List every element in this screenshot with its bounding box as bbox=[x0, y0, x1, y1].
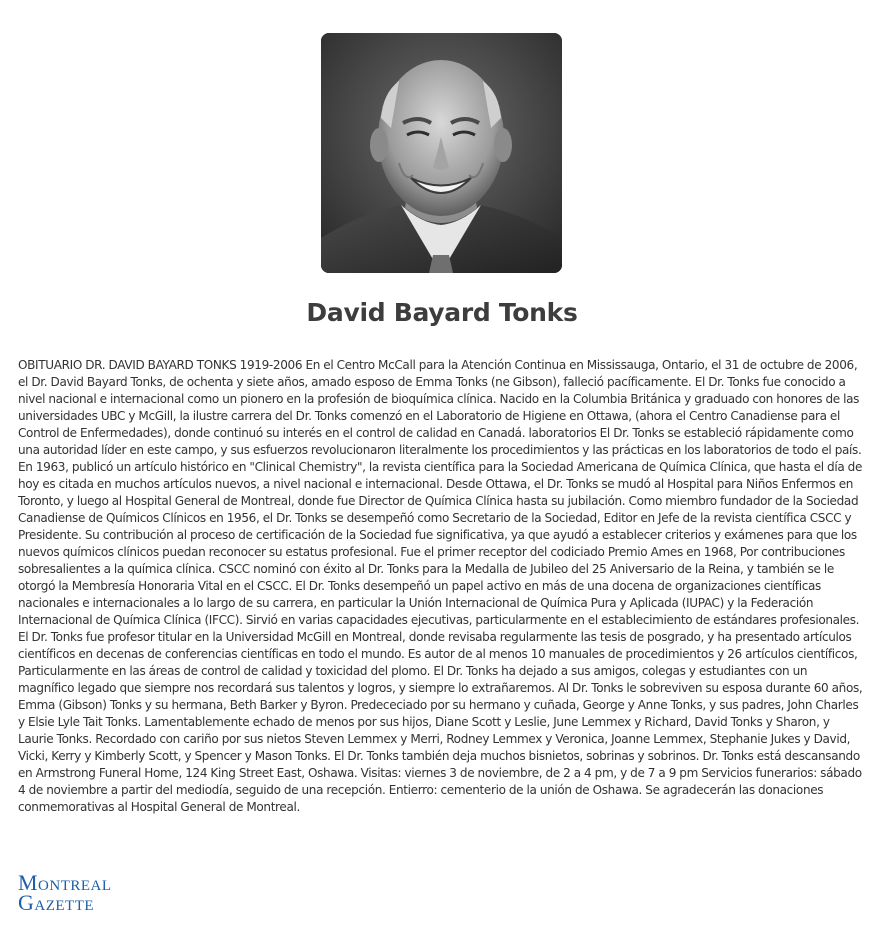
portrait-photo bbox=[321, 33, 562, 273]
obituary-text: OBITUARIO DR. DAVID BAYARD TONKS 1919-2006 En el Centro McCall para la Atención Continua en Mississauga, Ontario, el 31 de octubre de 2006, el Dr. David Bayard Tonks, de ochenta y siete años, amado esposo de Emma Tonks (ne Gibson), falleció pacíficamente. El Dr. Tonks fue conocido a nivel nacional e internacional como un pionero en la profesión de bioquímica clínica. Nacido en la Columbia Británica y graduado con honores de las universidades UBC y McGill, la ilustre carrera del Dr. Tonks comenzó en el Laboratorio de Higiene en Ottawa, (ahora el Centro Canadiense para el Control de Enfermedades), donde continuó su interés en el control de calidad en Canadá. laboratorios El Dr. Tonks se estableció rápidamente como una autoridad líder en este campo, y sus esfuerzos revolucionaron literalmente los procedimientos y las prácticas en los laboratorios de todo el país. En 1963, publicó un artículo histórico en "Clinical Chemistry", la revista científica para la Sociedad Americana de Química Clínica, que hasta el día de hoy es citada en muchos artículos nuevos, a nivel nacional e internacional. Desde Ottawa, el Dr. Tonks se mudó al Hospital para Niños Enfermos en Toronto, y luego al Hospital General de Montreal, donde fue Director de Química Clínica hasta su jubilación. Como miembro fundador de la Sociedad Canadiense de Químicos Clínicos en 1956, el Dr. Tonks se desempeñó como Secretario de la Sociedad, Editor en Jefe de la revista científica CSCC y Presidente. Su contribución al proceso de certificación de la Sociedad fue significativa, ya que ayudó a establecer criterios y exámenes para que los nuevos químicos clínicos puedan reconocer su estatus profesional. Fue el primer receptor del codiciado Premio Ames en 1968, Por contribuciones sobresalientes a la química clínica. CSCC nominó con éxito al Dr. Tonks para la Medalla de Jubileo del 25 Aniversario de la Reina, y también se le otorgó la Membresía Honoraria Vital en el CSCC. El Dr. Tonks desempeñó un papel activo en más de una docena de organizaciones científicas nacionales e internacionales a lo largo de su carrera, en particular la Unión Internacional de Química Pura y Aplicada (IUPAC) y la Federación Internacional de Química Clínica (IFCC). Sirvió en varias capacidades ejecutivas, particularmente en el establecimiento de estándares profesionales. El Dr. Tonks fue profesor titular en la Universidad McGill en Montreal, donde revisaba regularmente las tesis de posgrado, y ha presentado artículos científicos en decenas de conferencias científicas en todo el mundo. Es autor de al menos 10 manuales de procedimientos y 26 artículos científicos, Particularmente en las áreas de control de calidad y toxicidad del plomo. El Dr. Tonks ha dejado a sus amigos, colegas y estudiantes con un magnífico legado que siempre nos recordará sus talentos y logros, y siempre lo extrañaremos. Al Dr. Tonks le sobreviven su esposa durante 60 años, Emma (Gibson) Tonks y su hermana, Beth Barker y Byron. Predececiado por su hermano y cuñada, George y Anne Tonks, y sus padres, John Charles y Elsie Lyle Tait Tonks. Lamentablemente echado de menos por sus hijos, Diane Scott y Leslie, June Lemmex y Richard, David Tonks y Sharon, y Laurie Tonks. Recordado con cariño por sus nietos Steven Lemmex y Merri, Rodney Lemmex y Veronica, Joanne Lemmex, Stephanie Jukes y David, Vicki, Kerry y Kimberly Scott, y Spencer y Mason Tonks. El Dr. Tonks también deja muchos bisnietos, sobrinas y sobrinos. Dr. Tonks está descansando en Armstrong Funeral Home, 124 King Street East, Oshawa. Visitas: viernes 3 de noviembre, de 2 a 4 pm, y de 7 a 9 pm Servicios funerarios: sábado 4 de noviembre a partir del mediodía, seguido de una recepción. Entierro: cementerio de la unión de Oshawa. Se agradecerán las donaciones conmemorativas al Hospital General de Montreal. bbox=[18, 358, 863, 814]
logo-line-1: Montreal bbox=[18, 870, 112, 895]
logo-line-2: Gazette bbox=[18, 890, 95, 915]
montreal-gazette-logo[interactable] bbox=[18, 870, 112, 915]
portrait-image bbox=[321, 33, 562, 273]
deceased-name: David Bayard Tonks bbox=[306, 298, 578, 327]
